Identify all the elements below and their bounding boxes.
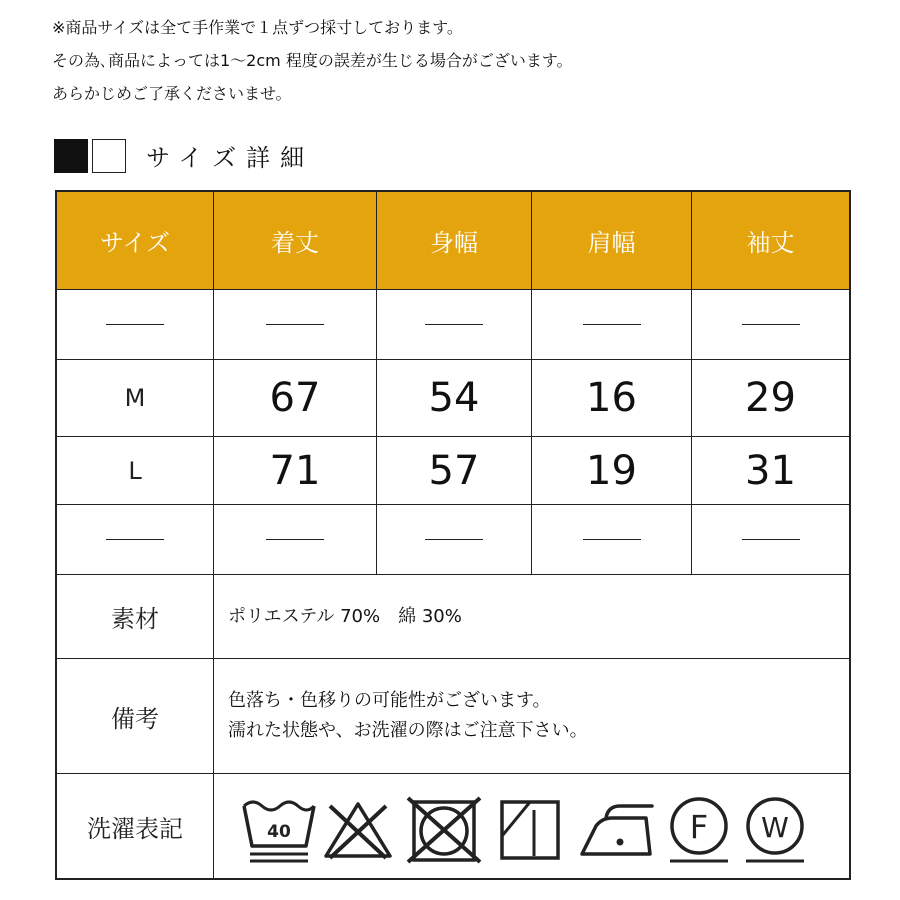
section-title: サイズ詳細	[146, 144, 315, 172]
cell-sleeve: 31	[691, 437, 849, 504]
wetclean-letter: W	[761, 811, 789, 844]
care-icons	[213, 774, 849, 878]
dash	[742, 324, 800, 325]
table-row-empty-top	[57, 289, 849, 359]
cell-shoulder: 16	[531, 360, 691, 436]
cell-length: 67	[213, 360, 376, 436]
note-line-1: ※商品サイズは全て手作業で１点ずつ採寸しております。	[52, 18, 463, 37]
table-row	[57, 436, 849, 504]
notes	[52, 20, 573, 119]
size-table	[55, 190, 851, 880]
dash	[425, 539, 483, 540]
wash-temp: 40	[267, 822, 291, 842]
white-square-icon	[92, 139, 126, 173]
section-header	[54, 138, 314, 173]
header-length: 着丈	[213, 192, 376, 289]
cell-length: 71	[213, 437, 376, 504]
header-size: サイズ	[99, 229, 171, 257]
remarks-line-1: 色落ち・色移りの可能性がございます。	[228, 690, 551, 711]
wash-40-gentle-icon	[240, 796, 318, 864]
dryclean-letter: F	[689, 808, 709, 846]
care-row	[57, 773, 849, 878]
header-width: 身幅	[376, 192, 531, 289]
remarks-line-2: 濡れた状態や、お洗濯の際はご注意下さい。	[228, 720, 588, 741]
dash	[425, 324, 483, 325]
dash	[266, 539, 324, 540]
material-label: 素材	[111, 605, 159, 633]
care-label: 洗濯表記	[87, 814, 183, 843]
cell-width: 57	[376, 437, 531, 504]
iron-low-icon	[576, 796, 656, 862]
dash	[583, 539, 641, 540]
wetclean-w-icon	[740, 796, 810, 864]
material-value: ポリエステル 70% 綿 30%	[213, 575, 849, 658]
remarks-row	[57, 658, 849, 773]
note-line-3: あらかじめご了承くださいませ。	[52, 84, 292, 103]
dash	[583, 324, 641, 325]
black-square-icon	[54, 139, 88, 173]
dash	[106, 324, 164, 325]
cell-sleeve: 29	[691, 360, 849, 436]
dash	[106, 539, 164, 540]
no-bleach-icon	[320, 796, 396, 862]
size-name: L	[128, 456, 142, 485]
header-shoulder: 肩幅	[531, 192, 691, 289]
table-row	[57, 359, 849, 436]
dash	[266, 324, 324, 325]
note-line-2: その為､商品によっては1〜2cm 程度の誤差が生じる場合がございます。	[52, 51, 573, 70]
line-dry-shade-icon	[498, 798, 564, 862]
table-row-empty-bottom	[57, 504, 849, 574]
table-header-row	[57, 192, 849, 289]
header-sleeve: 袖丈	[691, 192, 849, 289]
remarks-text	[213, 659, 849, 773]
size-name: M	[124, 384, 146, 412]
dash	[742, 539, 800, 540]
material-row	[57, 574, 849, 658]
remarks-label: 備考	[111, 704, 159, 733]
dryclean-f-icon	[664, 796, 734, 864]
cell-width: 54	[376, 360, 531, 436]
no-tumble-dry-icon	[406, 796, 482, 864]
cell-shoulder: 19	[531, 437, 691, 504]
